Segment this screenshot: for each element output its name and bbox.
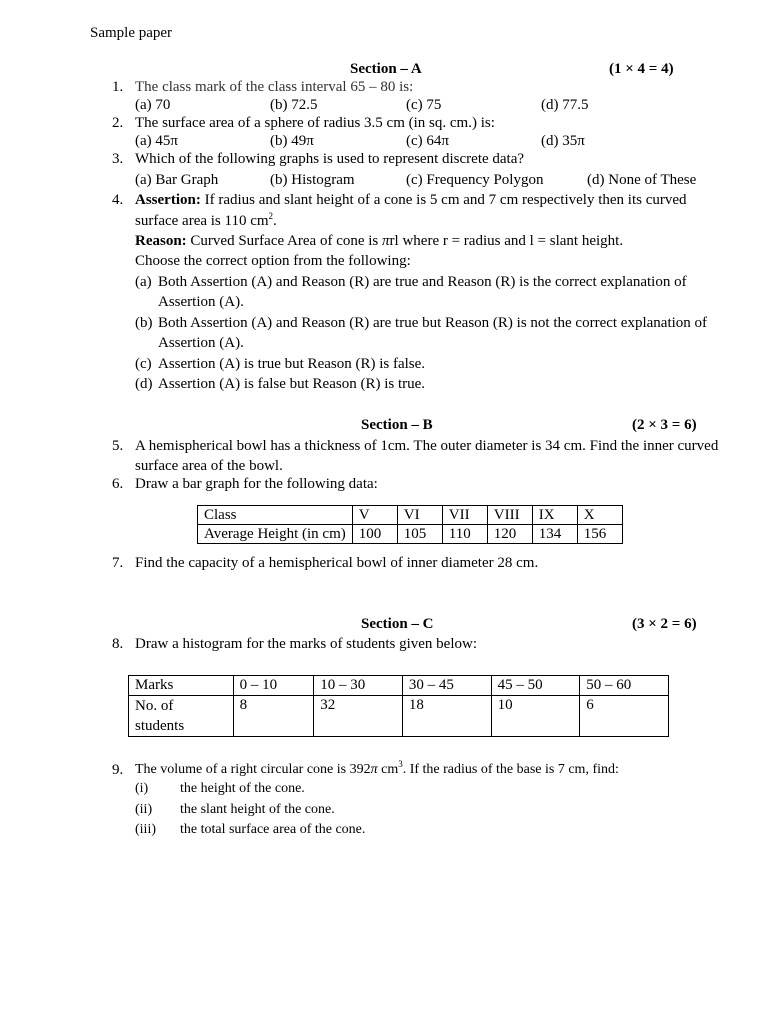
table-cell: 105 (397, 525, 442, 544)
q3-number: 3. (112, 151, 124, 167)
q4-option-a-cont: Assertion (A). (158, 294, 244, 310)
table-cell: 134 (532, 525, 577, 544)
q9-part-ii-label: (ii) (135, 802, 153, 817)
q9-text-2: cm (377, 762, 399, 777)
section-b-marks: (2 × 3 = 6) (632, 417, 697, 433)
table-cell: 120 (487, 525, 532, 544)
section-a-marks: (1 × 4 = 4) (609, 61, 674, 77)
q4-reason (135, 231, 623, 252)
q3-text: Which of the following graphs is used to represent discrete data? (135, 151, 525, 167)
table-row (198, 525, 623, 544)
q5-line2: surface area of the bowl. (135, 458, 283, 474)
q6-text: Draw a bar graph for the following data: (135, 476, 378, 492)
table-cell: 18 (402, 696, 491, 737)
q8-number: 8. (112, 636, 124, 652)
section-c-marks: (3 × 2 = 6) (632, 616, 697, 632)
table-cell: VI (397, 506, 442, 525)
q3-option-c: (c) Frequency Polygon (406, 172, 544, 188)
q9-text (135, 760, 619, 781)
assertion-end: . (273, 212, 277, 229)
q9-superscript: 3 (398, 759, 403, 769)
q9-part-iii-text: the total surface area of the cone. (180, 822, 366, 837)
q4-option-c-label: (c) (135, 356, 152, 372)
table-cell: 8 (233, 696, 314, 737)
q9-number: 9. (112, 762, 124, 778)
height-data-table (197, 505, 623, 544)
q4-option-b-cont: Assertion (A). (158, 335, 244, 351)
q1-option-b: (b) 72.5 (270, 97, 318, 113)
q7-number: 7. (112, 555, 124, 571)
q1-option-c: (c) 75 (406, 97, 442, 113)
q2-option-b: (b) 49π (270, 133, 314, 149)
q9-part-i-text: the height of the cone. (180, 781, 305, 796)
q9-part-ii-text: the slant height of the cone. (180, 802, 335, 817)
q4-number: 4. (112, 192, 124, 208)
table-cell: 110 (442, 525, 487, 544)
q2-option-d: (d) 35π (541, 133, 585, 149)
table-cell: Average Height (in cm) (198, 525, 353, 544)
table-cell: 100 (352, 525, 397, 544)
table-cell: 10 – 30 (314, 676, 403, 696)
table-cell: VIII (487, 506, 532, 525)
table-cell: Marks (129, 676, 234, 696)
q4-option-a-text: Both Assertion (A) and Reason (R) are true and Reason (R) is the correct explanation of (158, 274, 687, 290)
q1-number: 1. (112, 79, 124, 95)
q4-option-d-label: (d) (135, 376, 153, 392)
table-cell: 30 – 45 (402, 676, 491, 696)
q7-text: Find the capacity of a hemispherical bowl of inner diameter 28 cm. (135, 555, 539, 571)
q4-option-d-text: Assertion (A) is false but Reason (R) is true. (158, 376, 426, 392)
reason-label: Reason: (135, 233, 187, 249)
q5-line1: A hemispherical bowl has a thickness of 1cm. The outer diameter is 34 cm. Find the inner curved (135, 438, 719, 454)
table-row (198, 506, 623, 525)
table-cell: IX (532, 506, 577, 525)
table-cell: 0 – 10 (233, 676, 314, 696)
table-cell: 10 (491, 696, 580, 737)
section-c-title: Section – C (361, 616, 434, 632)
section-b-title: Section – B (361, 417, 433, 433)
table-cell: V (352, 506, 397, 525)
q4-choose: Choose the correct option from the following: (135, 253, 411, 269)
q3-option-b: (b) Histogram (270, 172, 355, 188)
q8-text: Draw a histogram for the marks of students given below: (135, 636, 478, 652)
q9-part-iii-label: (iii) (135, 822, 156, 837)
q9-text-3: . If the radius of the base is 7 cm, find: (402, 762, 619, 777)
q2-option-a: (a) 45π (135, 133, 178, 149)
table-cell: VII (442, 506, 487, 525)
q3-option-d: (d) None of These (587, 172, 697, 188)
table-row (129, 676, 669, 696)
q2-text: The surface area of a sphere of radius 3.5 cm (in sq. cm.) is: (135, 115, 495, 131)
q6-number: 6. (112, 476, 124, 492)
table-cell (129, 696, 234, 737)
q1-option-d: (d) 77.5 (541, 97, 589, 113)
q2-number: 2. (112, 115, 124, 131)
reason-pi: π (382, 233, 390, 249)
q4-option-b-label: (b) (135, 315, 153, 331)
assertion-label: Assertion: (135, 192, 201, 208)
q4-option-c-text: Assertion (A) is true but Reason (R) is false. (158, 356, 426, 372)
table-row (129, 696, 669, 737)
reason-text-1: Curved Surface Area of cone is (186, 233, 383, 249)
reason-text-2: rl where r = radius and l = slant height. (389, 233, 624, 249)
marks-data-table (128, 675, 669, 737)
row-label-line1: No. of (135, 698, 174, 714)
page-title: Sample paper (90, 25, 173, 41)
table-cell: 45 – 50 (491, 676, 580, 696)
q9-text-1: The volume of a right circular cone is 392 (135, 762, 371, 777)
q3-option-a: (a) Bar Graph (135, 172, 219, 188)
section-a-title: Section – A (350, 61, 422, 77)
q4-assertion (135, 190, 725, 231)
assertion-text: If radius and slant height of a cone is 5 cm and 7 cm respectively then its curved surface area is 110 cm (135, 192, 687, 229)
table-cell: 32 (314, 696, 403, 737)
q1-option-a: (a) 70 (135, 97, 171, 113)
table-cell: 50 – 60 (580, 676, 669, 696)
q1-text: The class mark of the class interval 65 – 80 is: (135, 79, 414, 95)
q2-option-c: (c) 64π (406, 133, 449, 149)
q5-number: 5. (112, 438, 124, 454)
row-label-line2: students (135, 718, 185, 734)
q4-option-a-label: (a) (135, 274, 152, 290)
q4-option-b-text: Both Assertion (A) and Reason (R) are true but Reason (R) is not the correct explanation of (158, 315, 708, 331)
q9-pi: π (370, 762, 378, 777)
q9-part-i-label: (i) (135, 781, 149, 796)
table-cell: 156 (577, 525, 622, 544)
table-cell: X (577, 506, 622, 525)
table-cell: Class (198, 506, 353, 525)
assertion-superscript: 2 (268, 210, 274, 221)
table-cell: 6 (580, 696, 669, 737)
